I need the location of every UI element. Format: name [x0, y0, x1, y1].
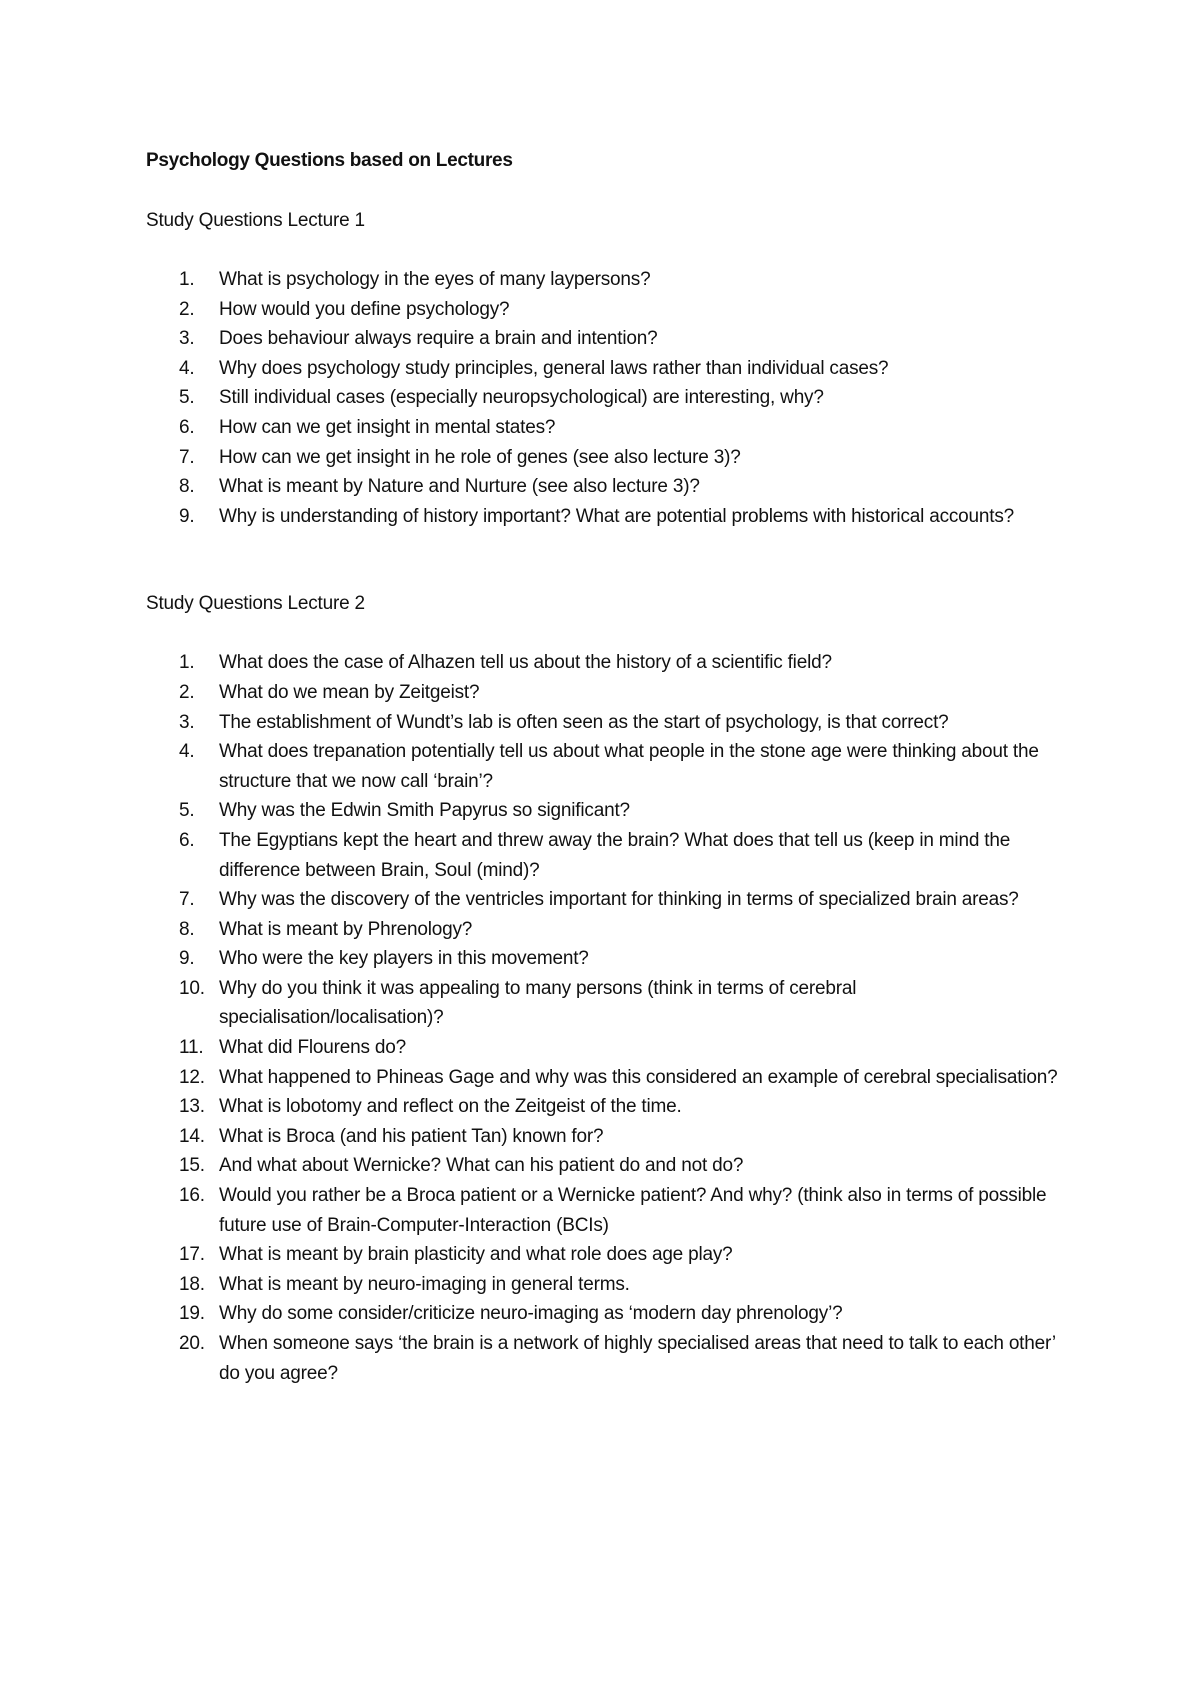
question-number: 4. — [179, 357, 195, 379]
question-item — [146, 1122, 1076, 1152]
question-item — [146, 1092, 1076, 1122]
question-text: And what about Wernicke? What can his patient do and not do? — [219, 1155, 744, 1177]
document-content — [146, 146, 1076, 1388]
question-number: 12. — [179, 1066, 205, 1088]
question-text: Who were the key players in this movement? — [219, 948, 589, 970]
question-item — [146, 737, 1076, 796]
section-heading: Study Questions Lecture 1 — [146, 210, 365, 231]
question-item — [146, 796, 1076, 826]
question-item — [146, 295, 1076, 325]
question-item — [146, 648, 1076, 678]
question-number: 7. — [179, 446, 195, 468]
question-text: Does behaviour always require a brain and intention? — [219, 328, 658, 350]
question-item — [146, 1151, 1076, 1181]
question-number: 4. — [179, 741, 195, 763]
question-number: 8. — [179, 476, 195, 498]
question-item — [146, 1181, 1076, 1240]
question-list — [146, 265, 1076, 531]
question-item — [146, 1033, 1076, 1063]
question-number: 10. — [179, 977, 205, 999]
question-number: 6. — [179, 416, 195, 438]
question-number: 5. — [179, 387, 195, 409]
question-item — [146, 502, 1076, 532]
question-text: What is meant by Nature and Nurture (see also lecture 3)? — [219, 476, 700, 498]
question-item — [146, 885, 1076, 915]
question-item — [146, 1240, 1076, 1270]
question-number: 14. — [179, 1125, 205, 1147]
question-number: 9. — [179, 948, 195, 970]
question-text: What do we mean by Zeitgeist? — [219, 681, 480, 703]
question-text: Why do you think it was appealing to many persons (think in terms of cerebral specialisation/localisation)? — [219, 977, 857, 1029]
question-number: 1. — [179, 652, 195, 674]
question-text: What is meant by Phrenology? — [219, 918, 473, 940]
question-text: What is psychology in the eyes of many laypersons? — [219, 269, 651, 290]
question-number: 2. — [179, 681, 195, 703]
question-number: 18. — [179, 1273, 205, 1295]
question-item — [146, 324, 1076, 354]
question-number: 17. — [179, 1244, 205, 1266]
question-text: Why do some consider/criticize neuro-imaging as ‘modern day phrenology’? — [219, 1303, 843, 1325]
section-lecture-2 — [146, 589, 1076, 1388]
section-lecture-1 — [146, 206, 1076, 531]
question-list — [146, 648, 1076, 1388]
question-number: 2. — [179, 298, 195, 320]
question-number: 8. — [179, 918, 195, 940]
question-text: Why was the discovery of the ventricles important for thinking in terms of specialized brain areas? — [219, 889, 1019, 911]
question-text: Still individual cases (especially neuropsychological) are interesting, why? — [219, 387, 824, 409]
question-text: What is Broca (and his patient Tan) known for? — [219, 1125, 604, 1147]
section-heading: Study Questions Lecture 2 — [146, 593, 365, 615]
question-text: The establishment of Wundt’s lab is often seen as the start of psychology, is that correct? — [219, 711, 949, 733]
question-text: What is meant by neuro-imaging in general terms. — [219, 1273, 630, 1295]
question-item — [146, 383, 1076, 413]
question-text: What is lobotomy and reflect on the Zeitgeist of the time. — [219, 1096, 682, 1118]
question-number: 9. — [179, 505, 195, 527]
question-text: What does trepanation potentially tell us about what people in the stone age were thinking about the structure that we now call ‘brain’? — [219, 741, 1039, 792]
question-number: 7. — [179, 889, 195, 911]
question-text: What does the case of Alhazen tell us about the history of a scientific field? — [219, 652, 832, 674]
question-text: What did Flourens do? — [219, 1037, 406, 1059]
question-text: Why was the Edwin Smith Papyrus so significant? — [219, 800, 630, 822]
question-text: What is meant by brain plasticity and what role does age play? — [219, 1244, 733, 1266]
question-number: 3. — [179, 711, 195, 733]
question-item — [146, 1299, 1076, 1329]
question-number: 16. — [179, 1185, 205, 1207]
question-item — [146, 1063, 1076, 1093]
question-text: How can we get insight in he role of genes (see also lecture 3)? — [219, 446, 741, 468]
question-text: The Egyptians kept the heart and threw away the brain? What does that tell us (keep in mind the difference between Brain, Soul (mind)? — [219, 829, 1011, 881]
question-item — [146, 708, 1076, 738]
question-number: 5. — [179, 800, 195, 822]
question-item — [146, 354, 1076, 384]
question-item — [146, 678, 1076, 708]
question-item — [146, 974, 1076, 1033]
question-text: How can we get insight in mental states? — [219, 416, 556, 438]
question-item — [146, 265, 1076, 295]
question-number: 15. — [179, 1155, 205, 1177]
question-number: 11. — [179, 1037, 204, 1059]
question-item — [146, 915, 1076, 945]
question-item — [146, 472, 1076, 502]
question-text: How would you define psychology? — [219, 298, 510, 320]
question-number: 13. — [179, 1096, 205, 1118]
question-number: 3. — [179, 328, 195, 350]
question-item — [146, 1270, 1076, 1300]
question-text: Would you rather be a Broca patient or a Wernicke patient? And why? (think also in terms of possible future use of Brain-Computer-Interaction (BCIs) — [219, 1185, 1047, 1236]
document-title: Psychology Questions based on Lectures — [146, 150, 513, 171]
question-number: 1. — [179, 269, 195, 290]
question-item — [146, 443, 1076, 473]
question-text: When someone says ‘the brain is a network of highly specialised areas that need to talk to each other’ do you agree? — [219, 1333, 1056, 1384]
question-text: What happened to Phineas Gage and why was this considered an example of cerebral specialisation? — [219, 1066, 1058, 1088]
question-item — [146, 944, 1076, 974]
question-number: 6. — [179, 829, 195, 851]
question-text: Why is understanding of history important? What are potential problems with historical accounts? — [219, 505, 1015, 527]
question-text: Why does psychology study principles, general laws rather than individual cases? — [219, 357, 889, 379]
question-item — [146, 1329, 1076, 1388]
question-number: 19. — [179, 1303, 205, 1325]
question-item — [146, 413, 1076, 443]
question-item — [146, 826, 1076, 885]
question-number: 20. — [179, 1333, 205, 1354]
